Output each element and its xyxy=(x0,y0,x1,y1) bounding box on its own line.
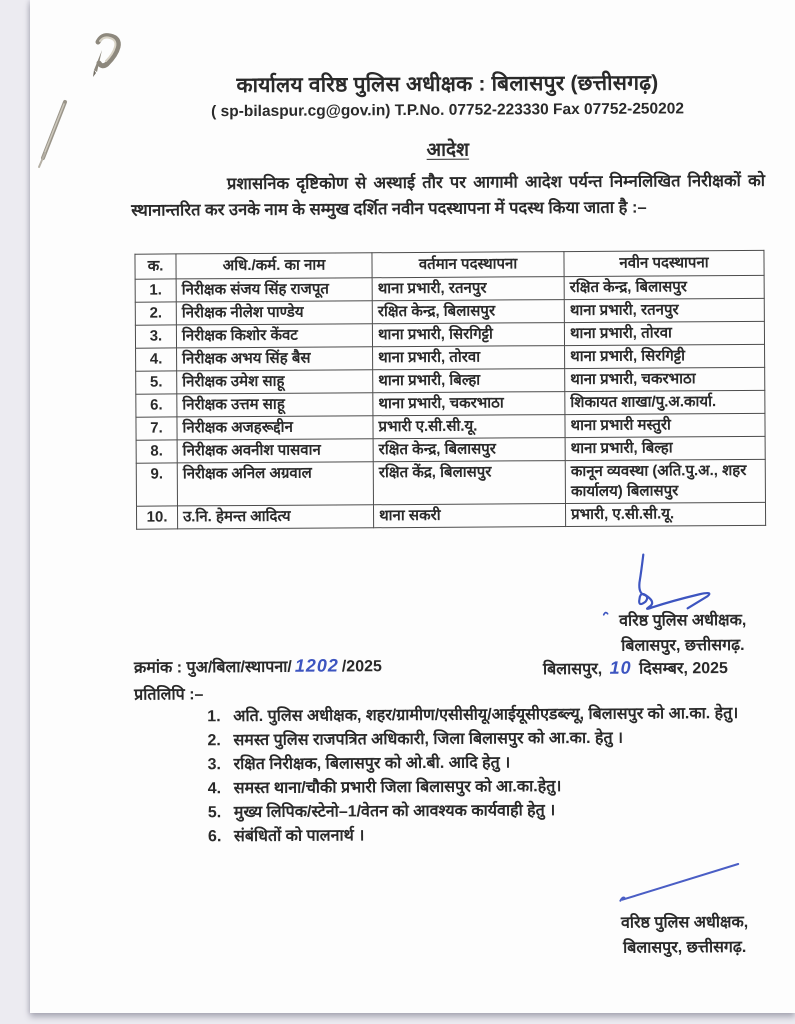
date-handwritten-day: 10 xyxy=(609,657,632,678)
copy-item-number: 3. xyxy=(207,756,221,774)
copies-list xyxy=(207,702,774,849)
cell-current: थाना प्रभारी, सिरगिट्टी xyxy=(372,323,564,347)
copy-item-text: अति. पुलिस अधीक्षक, शहर/ग्रामीण/एसीसीयू/आईयूसीएडब्ल्यू, बिलासपुर को आ.का. हेतु। xyxy=(233,705,739,726)
cell-name: निरीक्षक अभय सिंह बैस xyxy=(177,347,373,371)
cell-new: थाना प्रभारी, सिरगिट्टी xyxy=(565,344,765,368)
header-name: अधि./कर्म. का नाम xyxy=(176,253,372,279)
reference-handwritten-number: 1202 xyxy=(294,655,339,676)
signatory-bottom-location: बिलासपुर, छत्तीसगढ़. xyxy=(622,938,747,957)
cell-new: शिकायत शाखा/पु.अ.कार्या. xyxy=(565,390,765,414)
cell-new: रक्षित केन्द्र, बिलासपुर xyxy=(564,275,764,299)
cell-current: थाना प्रभारी, तोरवा xyxy=(373,346,565,370)
copy-item xyxy=(208,774,774,801)
copy-item-text: संबंधितों को पालनार्थ । xyxy=(233,827,365,846)
office-name: कार्यालय वरिष्ठ पुलिस अधीक्षक : बिलासपुर (छत्तीसगढ़) xyxy=(236,71,659,98)
cell-current: थाना प्रभारी, चकरभाठा xyxy=(373,392,565,416)
cell-current: रक्षित केन्द्र, बिलासपुर xyxy=(372,300,564,324)
copy-item-number: 1. xyxy=(207,708,221,726)
cell-serial: 4. xyxy=(136,348,177,371)
cell-name: निरीक्षक अवनीश पासवान xyxy=(177,439,373,463)
intro-paragraph: प्रशासनिक दृष्टिकोण से अस्थाई तौर पर आगामी आदेश पर्यन्त निम्नलिखित निरीक्षकों को स्थानान्तरित कर उनके नाम के सम्मुख दर्शित नवीन पदस्थापना में पदस्थ किया जाता है :– xyxy=(131,171,766,220)
reference-number-line xyxy=(134,654,382,678)
cell-name: उ.नि. हेमन्त आदित्य xyxy=(177,505,373,529)
copy-item-text: समस्त पुलिस राजपत्रित अधिकारी, जिला बिलासपुर को आ.का. हेतु । xyxy=(233,729,624,750)
signature-ink-bottom xyxy=(610,856,755,907)
copy-item-text: समस्त थाना/चौकी प्रभारी जिला बिलासपुर को आ.का.हेतु। xyxy=(233,778,562,798)
transfer-table xyxy=(134,250,766,530)
cell-new: थाना प्रभारी, रतनपुर xyxy=(564,298,764,322)
cell-serial: 7. xyxy=(136,417,177,440)
signatory-top xyxy=(583,608,783,659)
copy-item-text: मुख्य लिपिक/स्टेनो–1/वेतन को आवश्यक कार्यवाही हेतु । xyxy=(233,802,556,822)
cell-new: प्रभारी, ए.सी.सी.यू. xyxy=(565,502,765,526)
cell-serial: 9. xyxy=(136,463,177,506)
header-current-posting: वर्तमान पदस्थापना xyxy=(372,252,564,278)
table-header-row xyxy=(135,250,764,279)
cell-current: थाना प्रभारी, रतनपुर xyxy=(372,277,564,301)
cell-name: निरीक्षक किशोर केंवट xyxy=(176,324,372,348)
copy-item-number: 5. xyxy=(207,804,222,822)
reference-suffix: /2025 xyxy=(341,658,382,676)
cell-new: थाना प्रभारी, तोरवा xyxy=(564,321,764,345)
cell-serial: 8. xyxy=(136,440,177,463)
signatory-bottom-designation: वरिष्ठ पुलिस अधीक्षक, xyxy=(620,913,749,932)
cell-name: निरीक्षक अजहरूद्दीन xyxy=(177,416,373,440)
table-row xyxy=(136,459,765,506)
signatory-top-designation: वरिष्ठ पुलिस अधीक्षक, xyxy=(619,611,747,630)
cell-current: रक्षित केन्द्र, बिलासपुर xyxy=(373,438,565,462)
place-date-line xyxy=(543,656,728,679)
cell-current: प्रभारी ए.सी.सी.यू. xyxy=(373,415,565,439)
document-page xyxy=(30,0,795,1013)
order-heading xyxy=(128,134,768,164)
table-row xyxy=(136,502,765,529)
contact-line: ( sp-bilaspur.cg@gov.in) T.P.No. 07752-223330 Fax 07752-250202 xyxy=(211,100,685,121)
cell-new: थाना प्रभारी मस्तुरी xyxy=(565,413,765,437)
order-heading-text: आदेश xyxy=(426,139,470,161)
cell-serial: 1. xyxy=(135,279,176,302)
cell-current: रक्षित केंद्र, बिलासपुर xyxy=(373,461,565,505)
reference-prefix: क्रमांक : पुअ/बिला/स्थापना/ xyxy=(133,658,292,677)
copy-item-number: 2. xyxy=(207,732,221,750)
cell-serial: 2. xyxy=(135,302,176,325)
copy-item-number: 4. xyxy=(207,780,222,798)
cell-serial: 5. xyxy=(136,371,177,394)
copy-item xyxy=(208,798,774,825)
cell-new: थाना प्रभारी, चकरभाठा xyxy=(565,367,765,391)
copy-item-text: रक्षित निरीक्षक, बिलासपुर को ओ.बी. आदि हेतु । xyxy=(233,754,511,774)
cell-current: थाना प्रभारी, बिल्हा xyxy=(373,369,565,393)
signatory-top-location: बिलासपुर, छत्तीसगढ़. xyxy=(621,636,745,655)
cell-name: निरीक्षक उमेश साहू xyxy=(177,370,373,394)
date-place: बिलासपुर, xyxy=(542,660,603,679)
header-serial: क. xyxy=(135,254,176,279)
cell-serial: 3. xyxy=(135,325,176,348)
copy-item xyxy=(207,702,773,729)
cell-new: कानून व्यवस्था (अति.पु.अ., शहर कार्यालय) बिलासपुर xyxy=(565,459,765,503)
cell-serial: 10. xyxy=(136,506,177,529)
cell-serial: 6. xyxy=(136,394,177,417)
cell-current: थाना सकरी xyxy=(373,504,565,528)
header-new-posting: नवीन पदस्थापना xyxy=(564,250,764,276)
copies-heading: प्रतिलिपि :– xyxy=(134,686,204,704)
cell-name: निरीक्षक नीलेश पाण्डेय xyxy=(176,301,372,325)
copy-item-number: 6. xyxy=(207,828,222,846)
copy-item xyxy=(208,750,774,777)
cell-new: थाना प्रभारी, बिल्हा xyxy=(565,436,765,460)
cell-name: निरीक्षक संजय सिंह राजपूत xyxy=(176,278,372,302)
cell-name: निरीक्षक अनिल अग्रवाल xyxy=(177,462,373,506)
copy-item xyxy=(207,726,773,753)
cell-name: निरीक्षक उत्तम साहू xyxy=(177,393,373,417)
copy-item xyxy=(208,822,774,849)
date-month-year: दिसम्बर, 2025 xyxy=(639,660,728,678)
signatory-bottom xyxy=(584,910,784,961)
